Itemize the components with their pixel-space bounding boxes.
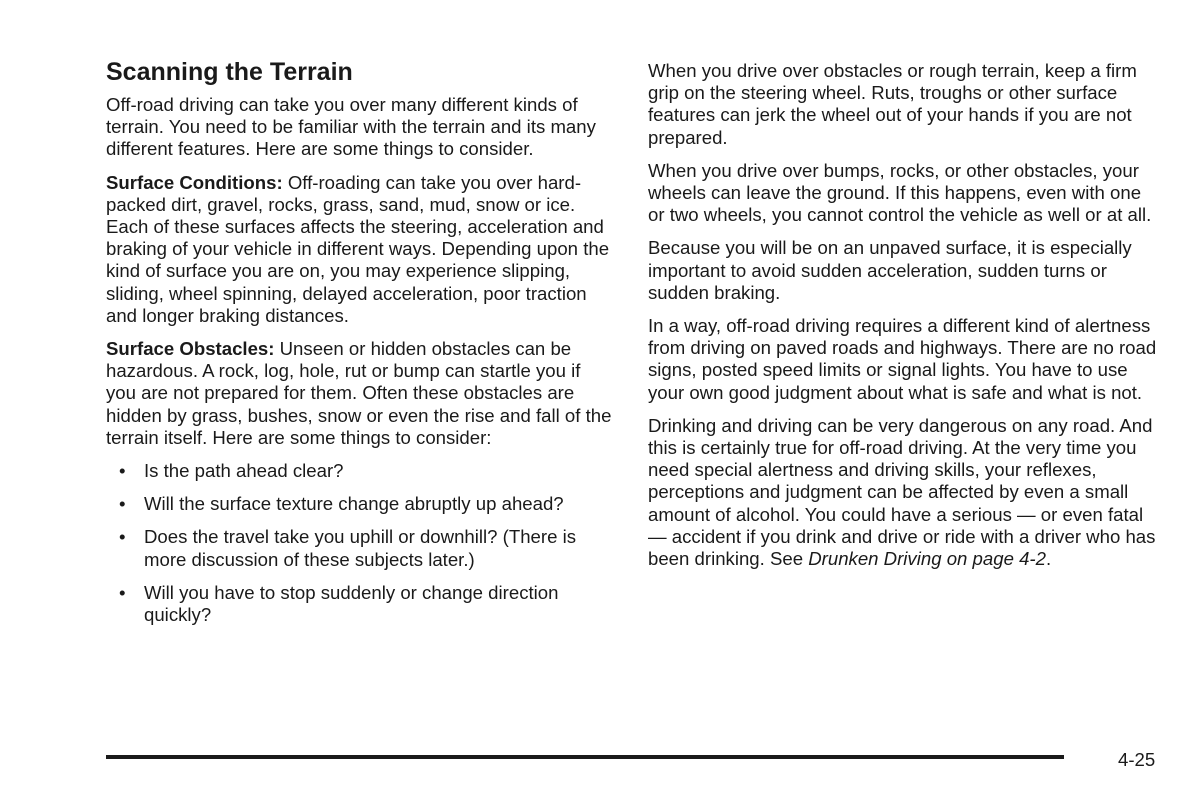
wheels-leave-ground-paragraph: When you drive over bumps, rocks, or other obstacles, your wheels can leave the ground. If this happens, even with one or two wheels, you cannot control the vehicle as well or at all. bbox=[648, 159, 1152, 226]
section-heading: Scanning the Terrain bbox=[106, 58, 353, 86]
alertness-paragraph: In a way, off-road driving requires a different kind of alertness from driving on paved roads and highways. There are no road signs, posted speed limits or signal lights. You have to use your own good judgment about what is safe and what is not. bbox=[648, 315, 1157, 403]
surface-obstacles-text: Unseen or hidden obstacles can be hazardous. A rock, log, hole, rut or bump can startle you if you are not prepared for them. Often these obstacles are hidden by grass, bushes, snow or even the rise and fall of the terrain itself. Here are some things to consider: bbox=[106, 338, 612, 448]
surface-conditions-text: Off-roading can take you over hard-packed dirt, gravel, rocks, grass, sand, mud, snow or ice. Each of these surfaces affects the steering, acceleration and braking of your vehicle in different ways. Depending upon the kind of surface you are on, you may experience slipping, sliding, wheel spinning, delayed acceleration, poor traction and longer braking distances. bbox=[106, 171, 610, 326]
list-item bbox=[106, 582, 612, 626]
unpaved-surface-paragraph: Because you will be on an unpaved surface, it is especially important to avoid sudden acceleration, sudden turns or sudden braking. bbox=[648, 237, 1132, 303]
surface-obstacles-paragraph bbox=[106, 338, 612, 449]
list-item-text: Will you have to stop suddenly or change direction quickly? bbox=[144, 581, 559, 626]
list-item bbox=[106, 460, 612, 482]
intro-paragraph: Off-road driving can take you over many different kinds of terrain. You need to be familiar with the terrain and its many different features. Here are some things to consider. bbox=[106, 94, 596, 160]
consider-list bbox=[106, 460, 612, 626]
footer-rule bbox=[106, 755, 1064, 759]
bullet-icon: • bbox=[119, 493, 126, 515]
list-item bbox=[106, 493, 612, 515]
drinking-driving-end: . bbox=[1045, 548, 1052, 570]
left-column bbox=[106, 56, 612, 637]
cross-reference-link[interactable]: Drunken Driving on page 4-2 bbox=[808, 548, 1046, 570]
bullet-icon: • bbox=[119, 581, 126, 603]
list-item-text: Does the travel take you uphill or downhill? (There is more discussion of these subjects later.) bbox=[144, 526, 577, 570]
steering-grip-paragraph: When you drive over obstacles or rough terrain, keep a firm grip on the steering wheel. Ruts, troughs or other surface features can jerk the wheel out of your hands if you are not prepared. bbox=[648, 60, 1137, 148]
list-item-text: Is the path ahead clear? bbox=[144, 460, 344, 482]
list-item-text: Will the surface texture change abruptly up ahead? bbox=[144, 493, 564, 515]
surface-obstacles-term: Surface Obstacles: bbox=[106, 338, 275, 360]
bullet-icon: • bbox=[119, 460, 126, 482]
surface-conditions-term: Surface Conditions: bbox=[106, 171, 283, 193]
drinking-driving-paragraph bbox=[648, 415, 1158, 570]
page-number: 4-25 bbox=[1118, 749, 1156, 770]
surface-conditions-paragraph bbox=[106, 172, 612, 327]
list-item bbox=[106, 526, 612, 570]
right-column bbox=[648, 60, 1158, 581]
drinking-driving-text: Drinking and driving can be very dangerous on any road. And this is certainly true for off-road driving. At the very time you need special alertness and driving skills, your reflexes, perceptions and judgment can be affected by even a small amount of alcohol. You could have a serious — or even fatal — accident if you drink and drive or ride with a driver who has been drinking. See bbox=[648, 414, 1156, 570]
bullet-icon: • bbox=[119, 526, 126, 548]
